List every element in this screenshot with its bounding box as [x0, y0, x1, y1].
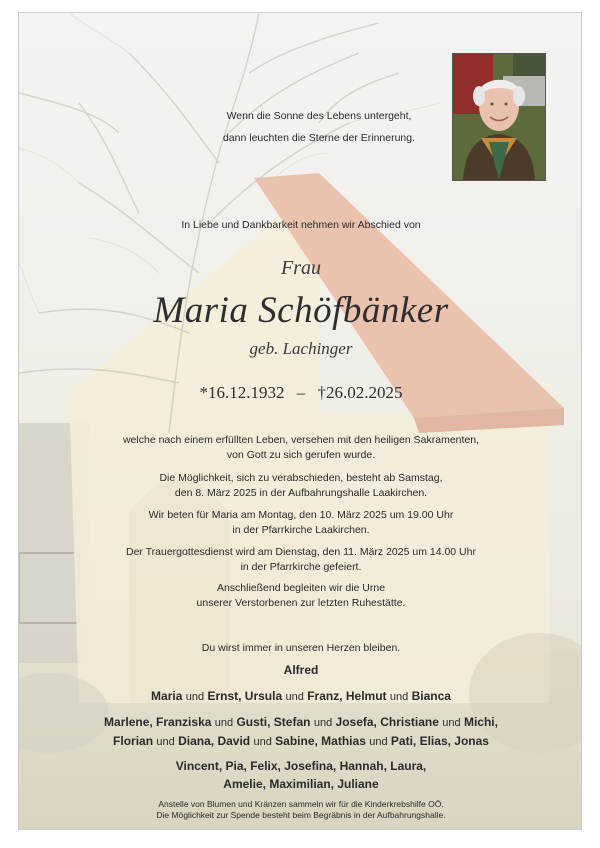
family-name: Gusti, Stefan	[236, 715, 311, 729]
paragraph-line: den 8. März 2025 in der Aufbahrungshalle Laakirchen.	[174, 487, 428, 499]
birth-date: *16.12.1932	[199, 383, 285, 402]
family-name: Bianca	[411, 689, 451, 703]
family-conjunction: und	[369, 736, 388, 748]
maiden-name: geb. Lachinger	[249, 339, 353, 358]
family-grandchildren-1	[19, 713, 582, 733]
portrait-image	[453, 54, 545, 180]
family-conjunction: und	[389, 691, 409, 703]
quote-line: Wenn die Sonne des Lebens untergeht,	[226, 110, 412, 122]
quote-line: dann leuchten die Sterne der Erinnerung.	[222, 132, 416, 144]
paragraph-line: Die Möglichkeit, sich zu verabschieden, besteht ab Samstag,	[159, 472, 443, 484]
family-conjunction: und	[313, 717, 333, 729]
funeral-service-paragraph	[19, 545, 582, 575]
family-name: Marlene, Franziska	[104, 715, 212, 729]
death-date: †26.02.2025	[317, 383, 403, 402]
paragraph-line: in der Pfarrkirche gefeiert.	[240, 561, 362, 573]
burial-paragraph	[19, 581, 582, 611]
paragraph-line: in der Pfarrkirche Laakirchen.	[232, 524, 370, 536]
donation-note	[19, 799, 582, 821]
memorial-quote	[169, 105, 469, 149]
family-great-grandchildren-2: Amelie, Maximilian, Juliane	[223, 777, 379, 791]
family-name: Ernst, Ursula	[207, 689, 283, 703]
honorific: Frau	[281, 257, 321, 279]
prayer-paragraph	[19, 508, 582, 538]
deceased-name: Maria Schöfbänker	[153, 290, 449, 331]
family-conjunction: und	[442, 717, 461, 729]
family-great-grandchildren-1: Vincent, Pia, Felix, Josefina, Hannah, Laura,	[175, 759, 427, 773]
family-name: Diana, David	[178, 734, 251, 748]
family-name: Michi,	[463, 715, 498, 729]
paragraph-line: Der Trauergottesdienst wird am Dienstag, den 11. März 2025 um 14.00 Uhr	[126, 546, 476, 558]
footer-line: Anstelle von Blumen und Kränzen sammeln wir für die Kinderkrebshilfe OÖ.	[158, 799, 444, 809]
paragraph-line: Wir beten für Maria am Montag, den 10. März 2025 um 19.00 Uhr	[148, 509, 454, 521]
viewing-paragraph	[19, 471, 582, 501]
family-conjunction: und	[285, 691, 304, 703]
family-husband: Alfred	[283, 663, 319, 677]
family-conjunction: und	[214, 717, 234, 729]
paragraph-line: Anschließend begleiten wir die Urne	[216, 582, 386, 594]
paragraph-line: von Gott zu sich gerufen wurde.	[226, 449, 376, 461]
family-name: Sabine, Mathias	[275, 734, 366, 748]
obituary-frame	[18, 12, 582, 830]
family-name: Maria	[151, 689, 183, 703]
family-conjunction: und	[185, 691, 205, 703]
family-name: Pati, Elias, Jonas	[390, 734, 489, 748]
footer-line: Die Möglichkeit zur Spende besteht beim Begräbnis in der Aufbahrungshalle.	[156, 810, 446, 820]
closing-line: Du wirst immer in unseren Herzen bleiben.	[201, 642, 401, 654]
obituary-content	[19, 13, 582, 830]
family-name: Florian	[113, 734, 154, 748]
family-name: Josefa, Christiane	[335, 715, 439, 729]
family-conjunction: und	[156, 736, 175, 748]
family-name: Franz, Helmut	[307, 689, 387, 703]
family-children	[19, 687, 582, 707]
family-conjunction: und	[253, 736, 272, 748]
intro-text: In Liebe und Dankbarkeit nehmen wir Abschied von	[181, 219, 421, 231]
paragraph-line: welche nach einem erfüllten Leben, versehen mit den heiligen Sakramenten,	[122, 434, 480, 446]
portrait-photo	[452, 53, 546, 181]
passing-paragraph	[19, 433, 582, 463]
date-separator: –	[296, 383, 306, 402]
life-dates	[19, 383, 582, 403]
family-grandchildren-2	[19, 732, 582, 752]
paragraph-line: unserer Verstorbenen zur letzten Ruhestätte.	[196, 597, 406, 609]
